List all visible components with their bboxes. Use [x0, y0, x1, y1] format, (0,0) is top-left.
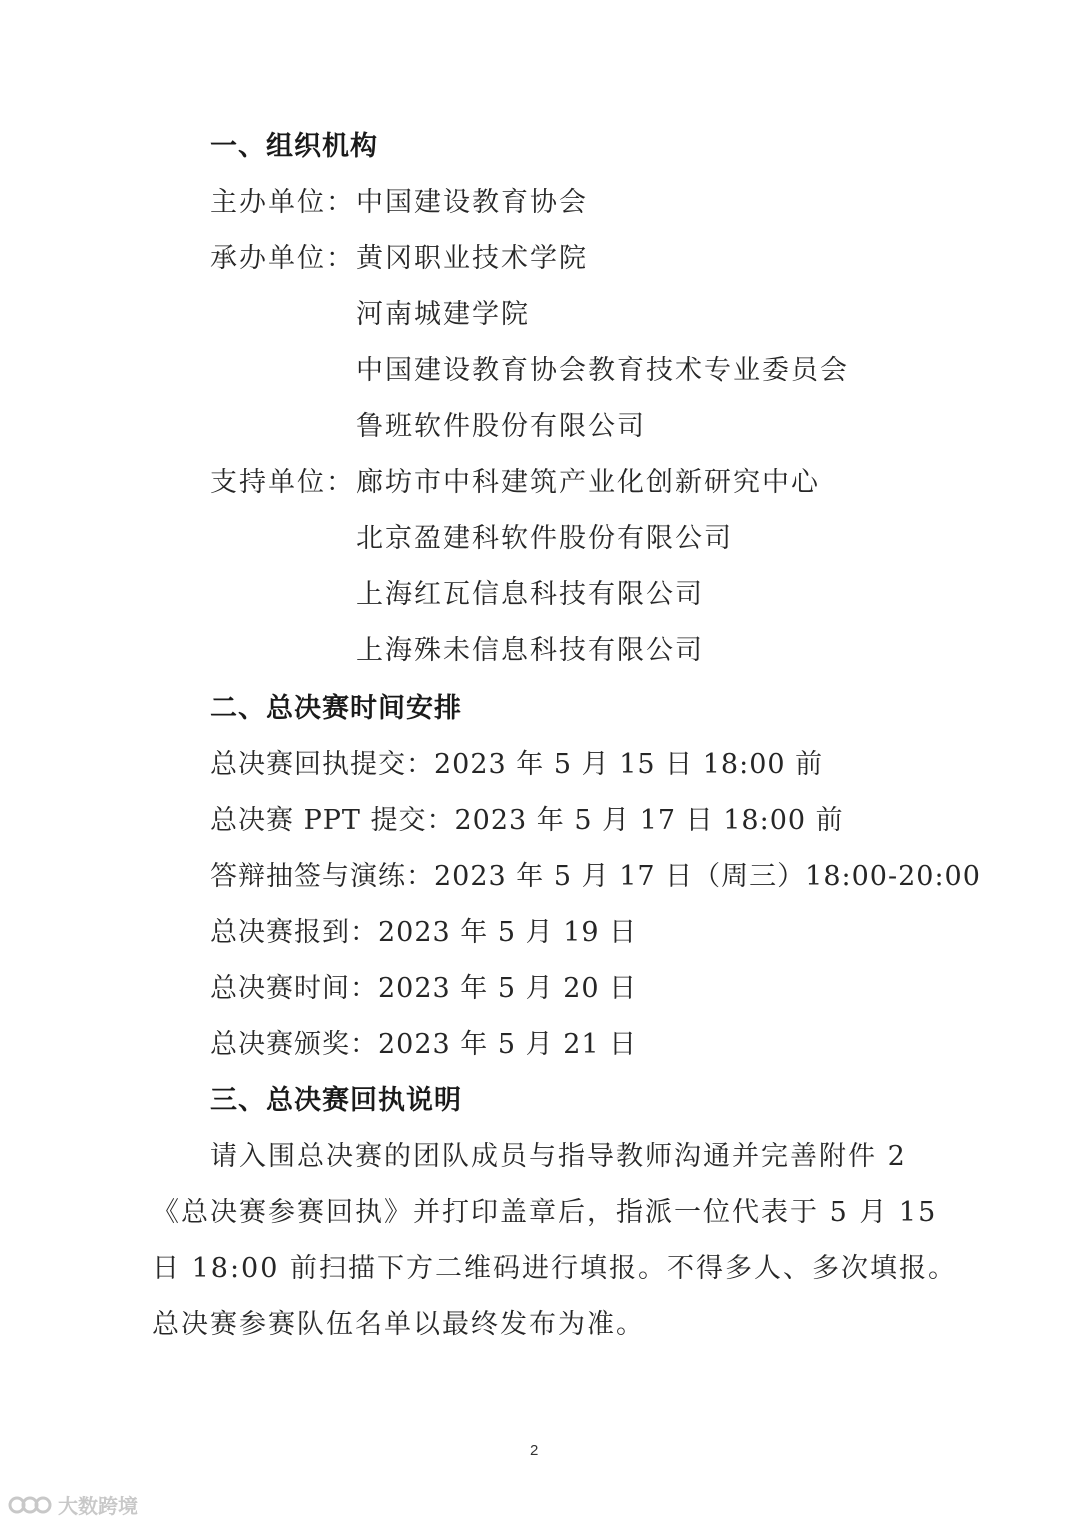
- section-1-heading: 一、组织机构: [210, 131, 378, 162]
- supporter-item: 廊坊市中科建筑产业化创新研究中心: [356, 467, 820, 498]
- host-value: 中国建设教育协会: [356, 187, 588, 218]
- schedule-item: 总决赛 PPT 提交：2023 年 5 月 17 日 18:00 前: [210, 805, 844, 836]
- logo-icon: [8, 1492, 54, 1518]
- organizer-item: 鲁班软件股份有限公司: [356, 411, 646, 442]
- supporter-item: 北京盈建科软件股份有限公司: [356, 523, 733, 554]
- support-label: 支持单位：: [210, 467, 355, 498]
- paragraph-line: 总决赛参赛队伍名单以最终发布为准。: [152, 1309, 645, 1340]
- supporter-item: 上海殊未信息科技有限公司: [356, 635, 704, 666]
- paragraph-line: 请入围总决赛的团队成员与指导教师沟通并完善附件 2: [210, 1141, 907, 1172]
- section-3-heading: 三、总决赛回执说明: [210, 1085, 462, 1116]
- watermark: [8, 1490, 138, 1519]
- host-label: 主办单位：: [210, 187, 355, 218]
- schedule-item: 总决赛时间：2023 年 5 月 20 日: [210, 973, 638, 1004]
- schedule-item: 答辩抽签与演练：2023 年 5 月 17 日（周三）18:00-20:00: [210, 861, 981, 892]
- watermark-text: 大数跨境: [58, 1494, 138, 1518]
- schedule-item: 总决赛报到：2023 年 5 月 19 日: [210, 917, 638, 948]
- schedule-item: 总决赛回执提交：2023 年 5 月 15 日 18:00 前: [210, 749, 824, 780]
- organizer-item: 中国建设教育协会教育技术专业委员会: [356, 355, 849, 386]
- organizer-item: 河南城建学院: [356, 299, 530, 330]
- section-2-heading: 二、总决赛时间安排: [210, 693, 462, 724]
- page-number: 2: [530, 1442, 539, 1459]
- schedule-item: 总决赛颁奖：2023 年 5 月 21 日: [210, 1029, 638, 1060]
- paragraph-line: 《总决赛参赛回执》并打印盖章后，指派一位代表于 5 月 15: [152, 1197, 938, 1228]
- organizer-item: 黄冈职业技术学院: [356, 243, 588, 274]
- organizer-label: 承办单位：: [210, 243, 355, 274]
- supporter-item: 上海红瓦信息科技有限公司: [356, 579, 704, 610]
- paragraph-line: 日 18:00 前扫描下方二维码进行填报。不得多人、多次填报。: [152, 1253, 957, 1284]
